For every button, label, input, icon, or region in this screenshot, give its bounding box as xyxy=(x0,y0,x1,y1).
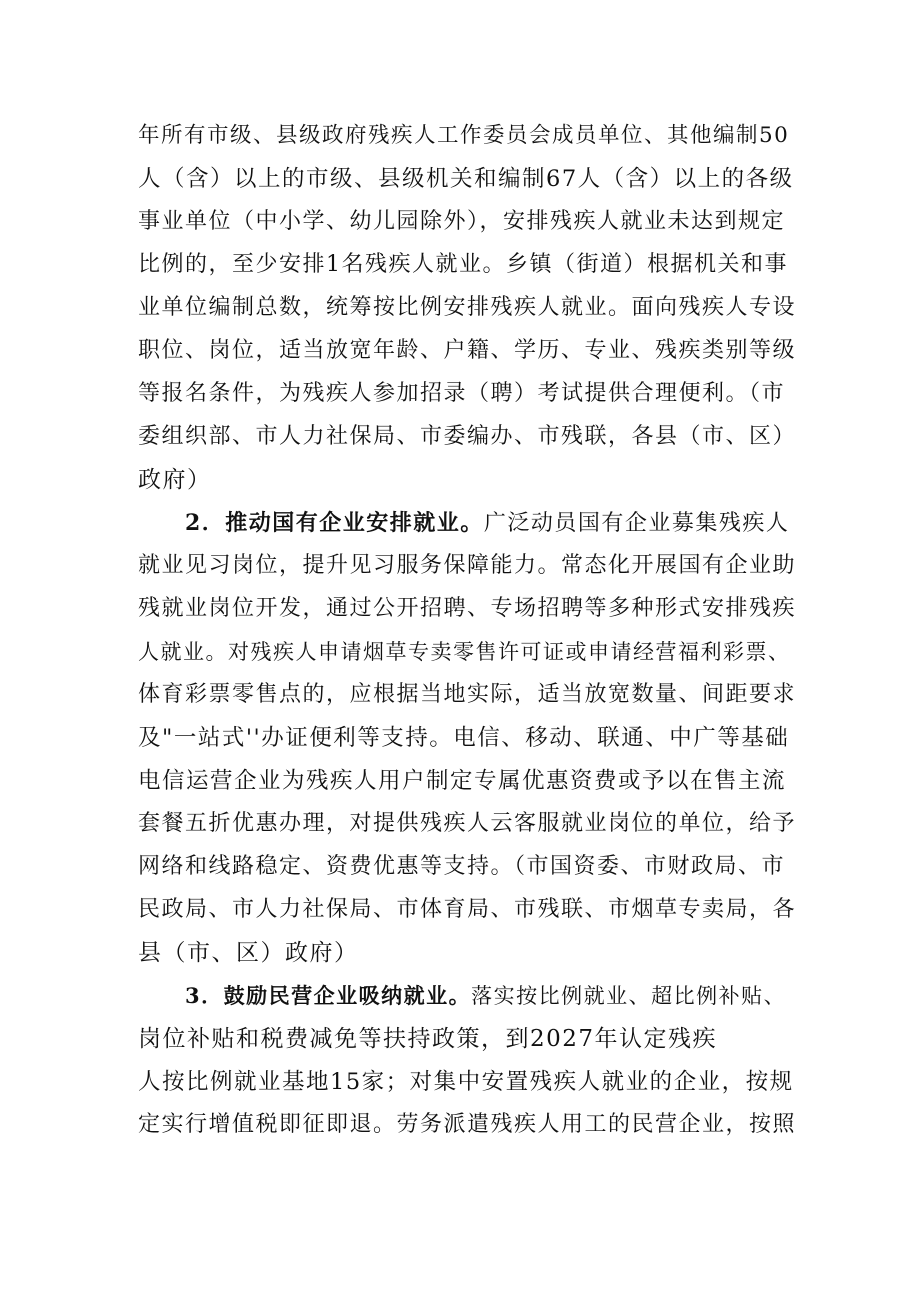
text-line: 职位、岗位，适当放宽年龄、户籍、学历、专业、残疾类别等级 xyxy=(138,338,797,363)
text-line: 民政局、市人力社保局、市体育局、市残联、市烟草专卖局，各 xyxy=(138,897,797,922)
text-line: 业单位编制总数，统筹按比例安排残疾人就业。面向残疾人专设 xyxy=(138,295,797,320)
text-line: 套餐五折优惠办理，对提供残疾人云客服就业岗位的单位，给予 xyxy=(138,811,797,836)
section-heading: 2．推动国有企业安排就业。 xyxy=(185,510,484,536)
text-line: 残就业岗位开发，通过公开招聘、专场招聘等多种形式安排残疾 xyxy=(138,596,797,621)
text-line: 委组织部、市人力社保局、市委编办、市残联，各县（市、区） xyxy=(138,424,797,449)
paragraph-first-line xyxy=(185,979,798,1013)
text-line: 年所有市级、县级政府残疾人工作委员会成员单位、其他编制50 xyxy=(138,123,790,148)
paragraph-first-line xyxy=(185,506,798,540)
text-line: 人按比例就业基地15家；对集中安置残疾人就业的企业，按规 xyxy=(138,1069,794,1095)
text-line: 网络和线路稳定、资费优惠等支持。（市国资委、市财政局、市 xyxy=(138,854,786,879)
text-line: 体育彩票零售点的，应根据当地实际，适当放宽数量、间距要求 xyxy=(138,682,797,707)
text-line: 政府） xyxy=(138,467,212,493)
text-line: 电信运营企业为残疾人用户制定专属优惠资费或予以在售主流 xyxy=(138,768,787,794)
text-line: 就业见习岗位，提升见习服务保障能力。常态化开展国有企业助 xyxy=(138,553,797,578)
text-line: 定实行增值税即征即退。劳务派遣残疾人用工的民营企业，按照 xyxy=(138,1112,797,1137)
text-line: 事业单位（中小学、幼儿园除外），安排残疾人就业未达到规定 xyxy=(138,209,786,234)
text-line: 县（市、区）政府） xyxy=(138,940,359,966)
text-line: 人就业。对残疾人申请烟草专卖零售许可证或申请经营福利彩票、 xyxy=(138,640,791,664)
text-line: 人（含）以上的市级、县级机关和编制67人（含）以上的各级 xyxy=(138,166,794,192)
text-span: 落实按比例就业、超比例补贴、 xyxy=(471,984,787,1008)
text-span: 广泛动员国有企业募集残疾人 xyxy=(483,511,790,536)
text-line: 及"一站式''办证便利等支持。电信、移动、联通、中广等基础 xyxy=(138,725,790,751)
text-line: 比例的，至少安排1名残疾人就业。乡镇（街道）根据机关和事 xyxy=(138,252,788,277)
text-line: 等报名条件，为残疾人参加招录（聘）考试提供合理便利。（市 xyxy=(138,381,786,406)
text-line: 岗位补贴和税费减免等扶持政策，到2027年认定残疾 xyxy=(138,1026,718,1052)
section-heading: 3．鼓励民营企业吸纳就业。 xyxy=(185,983,472,1008)
